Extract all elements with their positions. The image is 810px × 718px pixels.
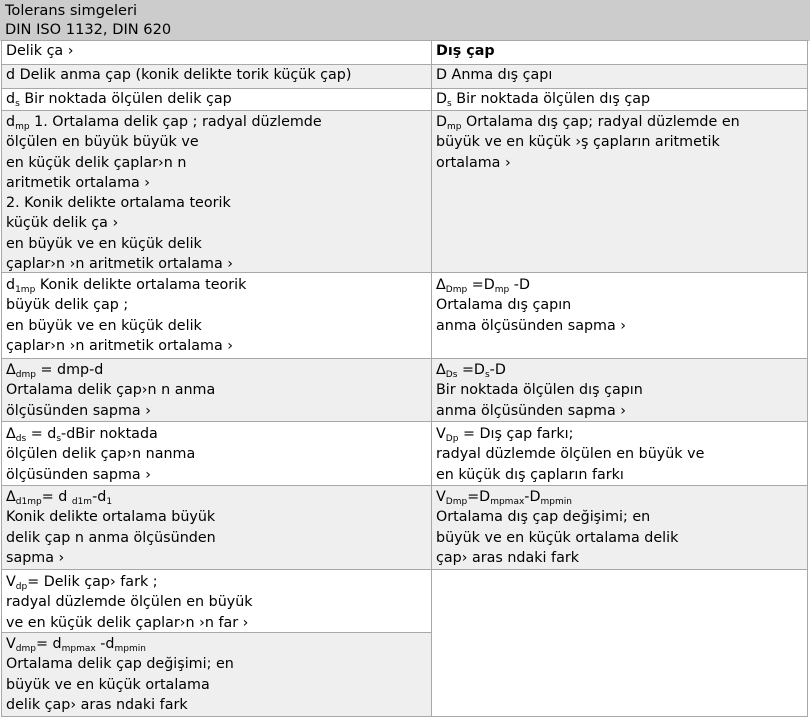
cell-text: ortalama ›	[436, 154, 511, 171]
cell-text: büyük ve en küçük ortalama	[6, 676, 210, 693]
cell-text: Ortalama delik çap değişimi; en	[6, 656, 234, 673]
formula-subscript: d1m	[71, 497, 93, 507]
table-cell-outer-vdmp	[431, 485, 808, 570]
column-header-outer-label: Dış çap	[436, 43, 495, 59]
symbol-subscript: dmp	[15, 370, 36, 380]
cell-text: d Delik anma çap (konik delikte torik küçük çap)	[6, 67, 352, 83]
cell-text: aritmetik ortalama ›	[6, 174, 151, 191]
table-cell-bore-delta-d1mp	[1, 485, 433, 570]
symbol: d	[6, 91, 16, 107]
table-cell-outer-delta-ds	[431, 358, 808, 422]
symbol-subscript: dmp	[15, 644, 36, 654]
cell-text: Ortalama dış çap; radyal düzlemde en	[466, 114, 740, 130]
table-caption	[0, 0, 810, 41]
table-cell-bore-dmp	[1, 110, 433, 273]
formula: -D	[524, 489, 541, 505]
cell-text: radyal düzlemde ölçülen en büyük	[6, 594, 253, 611]
cell-text: 1. Ortalama delik çap ; radyal düzlemde	[34, 114, 322, 130]
symbol-subscript: Dp	[445, 434, 459, 444]
formula: -D	[489, 362, 506, 378]
cell-text: en küçük delik çaplar›n n	[6, 154, 187, 171]
table-cell-outer-delta-dmp	[431, 272, 808, 359]
formula: = Delik çap› fark ;	[27, 574, 158, 590]
table-cell-bore-nominal	[1, 64, 433, 89]
cell-text: radyal düzlemde ölçülen en büyük ve	[436, 446, 705, 463]
symbol: V	[436, 489, 446, 505]
symbol: V	[436, 426, 446, 442]
formula-subscript: 1	[106, 497, 113, 507]
formula: -d	[95, 636, 115, 652]
formula-subscript: mpmin	[114, 644, 146, 654]
cell-text: Bir noktada ölçülen delik çap	[24, 91, 232, 107]
cell-text: ve en küçük delik çaplar›n ›n far ›	[6, 614, 249, 631]
symbol-subscript: mp	[447, 122, 462, 132]
column-header-outer	[431, 40, 808, 65]
formula: =D	[457, 362, 485, 378]
formula: -dBir noktada	[61, 426, 158, 442]
caption-title: Tolerans simgeleri	[5, 2, 138, 19]
delta-symbol: Δ	[6, 362, 16, 378]
table-cell-bore-d1mp	[1, 272, 433, 359]
cell-text: ölçülen en büyük büyük ve	[6, 134, 199, 151]
cell-text: Bir noktada ölçülen dış çap	[456, 91, 651, 107]
symbol-subscript: dp	[15, 582, 28, 592]
formula: = d	[41, 489, 72, 505]
cell-text: sapma ›	[6, 549, 65, 566]
table-cell-outer-nominal	[431, 64, 808, 89]
cell-text: Ortalama delik çap›n n anma	[6, 382, 216, 399]
formula: = d	[35, 636, 62, 652]
symbol: D	[436, 114, 448, 130]
cell-text: delik çap n anma ölçüsünden	[6, 529, 216, 546]
table-cell-bore-delta-dmp	[1, 358, 433, 422]
symbol-subscript: ds	[15, 434, 27, 444]
delta-symbol: Δ	[436, 362, 446, 378]
delta-symbol: Δ	[6, 489, 16, 505]
symbol-subscript: mp	[15, 122, 30, 132]
symbol: V	[6, 636, 16, 652]
formula-subscript: mpmax	[490, 497, 525, 507]
formula: = d	[26, 426, 57, 442]
cell-text: çaplar›n ›n aritmetik ortalama ›	[6, 256, 233, 273]
formula-subscript: s	[56, 434, 62, 444]
symbol-subscript: s	[15, 99, 20, 109]
symbol-subscript: d1mp	[15, 497, 42, 507]
symbol-subscript: s	[447, 99, 452, 109]
column-header-bore-label: Delik ça ›	[6, 43, 74, 59]
formula: = dmp-d	[35, 362, 104, 378]
symbol: V	[6, 574, 16, 590]
table-cell-outer-dmp	[431, 110, 808, 273]
column-header-bore	[1, 40, 433, 65]
cell-text: Ortalama dış çap değişimi; en	[436, 509, 651, 526]
cell-text: D Anma dış çapı	[436, 67, 553, 83]
formula-subscript: mp	[494, 285, 510, 295]
formula: -d	[92, 489, 107, 505]
table-cell-bore-ds	[1, 88, 433, 111]
cell-text: çap› aras ndaki fark	[436, 549, 579, 566]
cell-text: anma ölçüsünden sapma ›	[436, 402, 626, 419]
cell-text: en büyük ve en küçük delik	[6, 317, 202, 334]
symbol: d	[6, 114, 16, 130]
formula: =D	[467, 277, 495, 293]
cell-text: ölçüsünden sapma ›	[6, 466, 151, 483]
cell-text: Konik delikte ortalama büyük	[6, 509, 216, 526]
cell-text: ölçüsünden sapma ›	[6, 402, 151, 419]
symbol-subscript: 1mp	[15, 285, 36, 295]
symbol: d	[6, 277, 16, 293]
table-cell-outer-ds	[431, 88, 808, 111]
symbol-subscript: Dmp	[445, 497, 468, 507]
cell-text: Ortalama dış çapın	[436, 297, 572, 314]
cell-text: en küçük dış çapların farkı	[436, 466, 624, 483]
table-cell-bore-vdmp	[1, 632, 433, 717]
caption-standard: DIN ISO 1132, DIN 620	[5, 21, 172, 38]
formula: = Dış çap farkı;	[458, 426, 574, 442]
cell-text: ölçülen delik çap›n nanma	[6, 446, 196, 463]
cell-text: büyük ve en küçük ›ş çapların aritmetik	[436, 134, 720, 151]
symbol: D	[436, 91, 448, 107]
symbol-subscript: Ds	[445, 370, 458, 380]
formula-subscript: mpmin	[540, 497, 572, 507]
cell-text: Konik delikte ortalama teorik	[39, 277, 247, 293]
delta-symbol: Δ	[436, 277, 446, 293]
cell-text: 2. Konik delikte ortalama teorik	[6, 195, 231, 212]
formula: =D	[467, 489, 491, 505]
cell-text: çaplar›n ›n aritmetik ortalama ›	[6, 337, 233, 354]
cell-text: Bir noktada ölçülen dış çapın	[436, 382, 643, 399]
table-cell-bore-delta-ds	[1, 421, 433, 486]
table-cell-outer-vdp	[431, 421, 808, 486]
cell-text: anma ölçüsünden sapma ›	[436, 317, 626, 334]
formula-subscript: s	[484, 370, 490, 380]
delta-symbol: Δ	[6, 426, 16, 442]
cell-text: büyük ve en küçük ortalama delik	[436, 529, 679, 546]
cell-text: büyük delik çap ;	[6, 297, 129, 314]
cell-text: delik çap› aras ndaki fark	[6, 696, 188, 713]
table-cell-bore-vdp	[1, 569, 433, 633]
symbol-subscript: Dmp	[445, 285, 468, 295]
formula: -D	[509, 277, 530, 293]
formula-subscript: mpmax	[61, 644, 96, 654]
cell-text: küçük delik ça ›	[6, 215, 119, 232]
table-cell-outer-empty	[431, 569, 808, 717]
cell-text: en büyük ve en küçük delik	[6, 235, 202, 252]
